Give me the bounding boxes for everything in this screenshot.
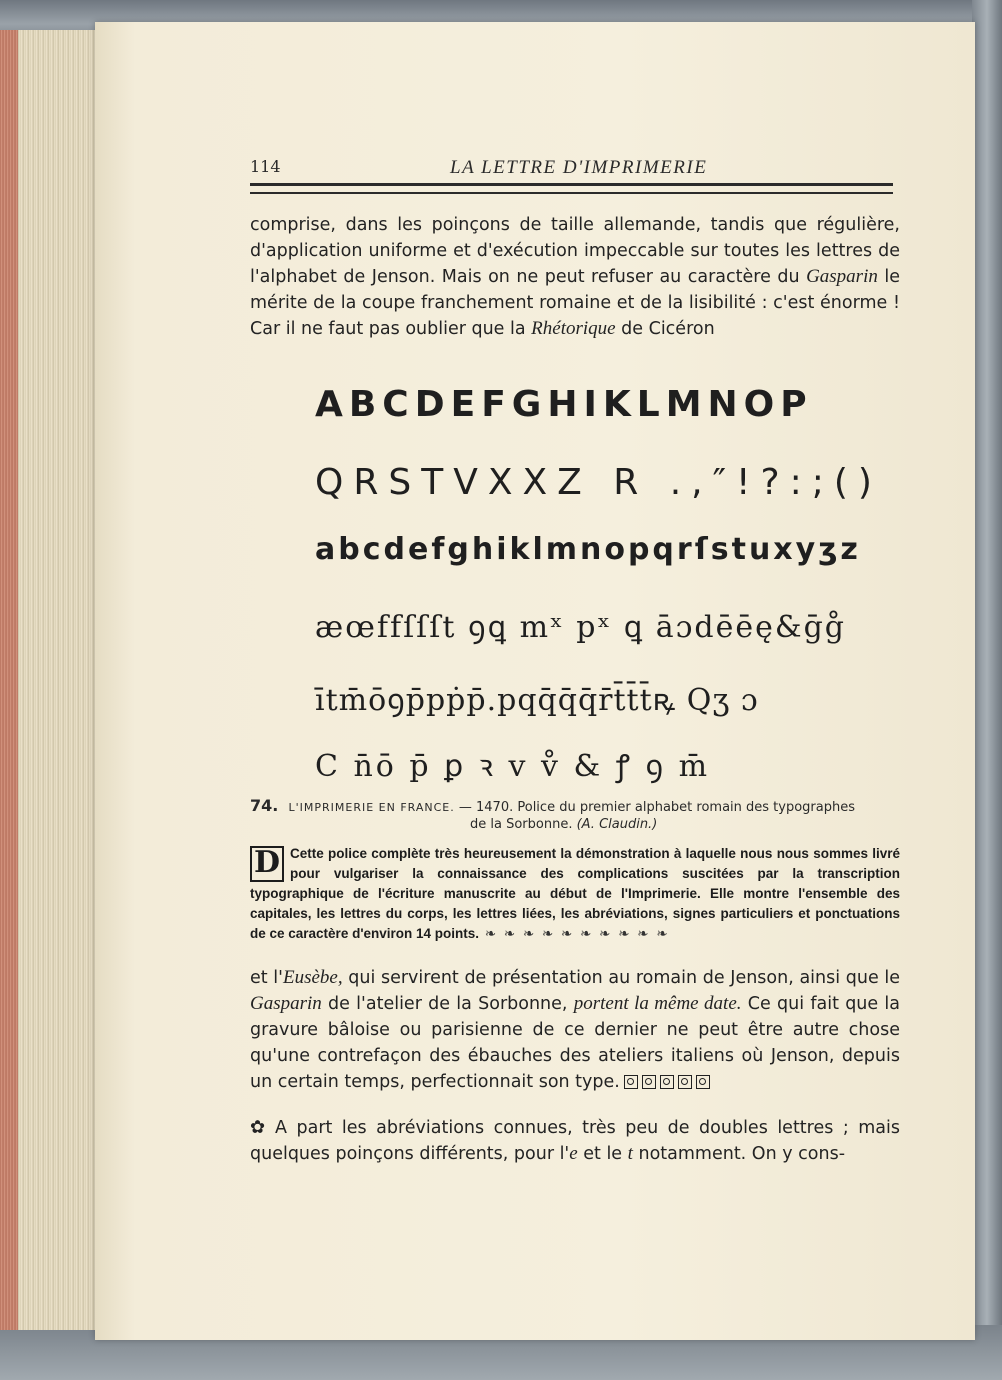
caption-line-1 — [250, 797, 900, 816]
specimen-row-capitals-1: ABCDEFGHIKLMNOP — [315, 384, 813, 425]
book-page — [95, 22, 975, 1340]
rule-thick — [250, 183, 893, 186]
p2-text-d: Ce qui fait que la gravure bâloise ou parisienne de ce dernier ne peut être autre chose qu'une contrefaçon des ébauches des ateliers italiens où Jenson, depuis un certain temps, perfectionnait son type. — [250, 994, 901, 1092]
book-cover-right — [972, 0, 1002, 1380]
editor-note — [250, 844, 900, 944]
p3-italic-e: e — [569, 1143, 578, 1164]
figure-caption — [250, 797, 900, 833]
specimen-row-ligatures: æœffſſſt ꝯꝗ mˣ pˣ ꝗ āɔdēēę&ḡg̊ — [315, 610, 846, 645]
page-number: 114 — [250, 157, 281, 176]
caption-number: 74. — [250, 796, 279, 815]
caption-text: — 1470. Police du premier alphabet romain des typographes — [454, 800, 855, 815]
end-ornament-icon — [642, 1075, 656, 1089]
fleuron-icon: ✿ — [250, 1117, 270, 1138]
p2-text-b: qui servirent de présentation au romain de Jenson, ainsi que le — [342, 968, 900, 988]
dropcap — [250, 846, 284, 882]
running-head — [250, 157, 900, 181]
paragraph-2 — [250, 965, 900, 1095]
specimen-row-abbreviations-2: C n̄ō p̄ ꝑ ꝛ v v̊ & ꝭ ꝯ m̄ — [315, 749, 711, 784]
p2-text-c: de l'atelier de la Sorbonne, — [321, 994, 574, 1014]
p1-text-b: le mérite de la coupe franchement romaine et de la lisibilité : c'est énorme ! Car il ne faut pas oublier que la — [250, 267, 900, 339]
p1-italic-gasparin: Gasparin — [806, 266, 878, 287]
end-ornament-icon — [624, 1075, 638, 1089]
p3-italic-t: t — [627, 1143, 633, 1164]
specimen-row-lowercase: abcdefghiklmnopqrſstuxyʒz — [315, 532, 861, 567]
rule-thin — [250, 192, 893, 194]
paragraph-3 — [250, 1115, 900, 1167]
p3-text-c: notamment. On y cons- — [632, 1144, 846, 1164]
caption-credit: (A. Claudin.) — [576, 817, 658, 832]
header-rule — [250, 183, 893, 194]
p2-text-a: et l' — [250, 968, 283, 988]
paragraph-1 — [250, 212, 900, 342]
p1-text-c: de Cicéron — [615, 319, 715, 339]
p2-italic-date: portent la même date. — [573, 993, 742, 1014]
p2-italic-eusebe: Eusèbe, — [282, 967, 343, 988]
end-ornament-icon — [660, 1075, 674, 1089]
caption-line-2 — [250, 816, 900, 833]
p3-text-a: A part les abréviations connues, très peu de doubles lettres ; mais quelques poinçons différents, pour l' — [250, 1118, 901, 1164]
caption-text-2: de la Sorbonne. — [470, 817, 577, 832]
note-text: Cette police complète très heureusement la démonstration à laquelle nous nous sommes livré pour vulgariser la connaissance des complications suscitées par la transcription typographique de l'écriture manuscrite au début de l'Imprimerie. Elle montre l'ensemble des capitales, les lettres du corps, les lettres liées, les abréviations, signes particuliers et ponctuations de ce caractère d'environ 14 points. — [250, 846, 900, 941]
p1-italic-rhetorique: Rhétorique — [531, 318, 616, 339]
end-ornament-icon — [696, 1075, 710, 1089]
running-title: LA LETTRE D'IMPRIMERIE — [450, 157, 708, 178]
specimen-row-abbreviations-1: ītm̄ōꝯp̄pṗp̄.pqq̄q̄q̄r̄t̄t̄t̄ꝶ Qʒ ɔ — [315, 683, 759, 718]
p2-italic-gasparin: Gasparin — [250, 993, 322, 1014]
end-ornament-icon — [678, 1075, 692, 1089]
ornament-row: ❧ ❧ ❧ ❧ ❧ ❧ ❧ ❧ ❧ ❧ — [479, 926, 670, 941]
p1-text-a: comprise, dans les poinçons de taille allemande, tandis que régulière, d'application uniforme et d'exécution impeccable sur toutes les lettres de l'alphabet de Jenson. Mais on ne peut refuser au caractère du — [250, 215, 900, 287]
caption-label: L'IMPRIMERIE EN FRANCE. — [288, 801, 455, 814]
specimen-row-capitals-2: QRSTVXXZ R .,″!?:;() — [315, 462, 882, 503]
p3-text-b: et le — [577, 1144, 628, 1164]
page-edges — [0, 30, 110, 1330]
dropcap-letter: D — [253, 845, 280, 880]
